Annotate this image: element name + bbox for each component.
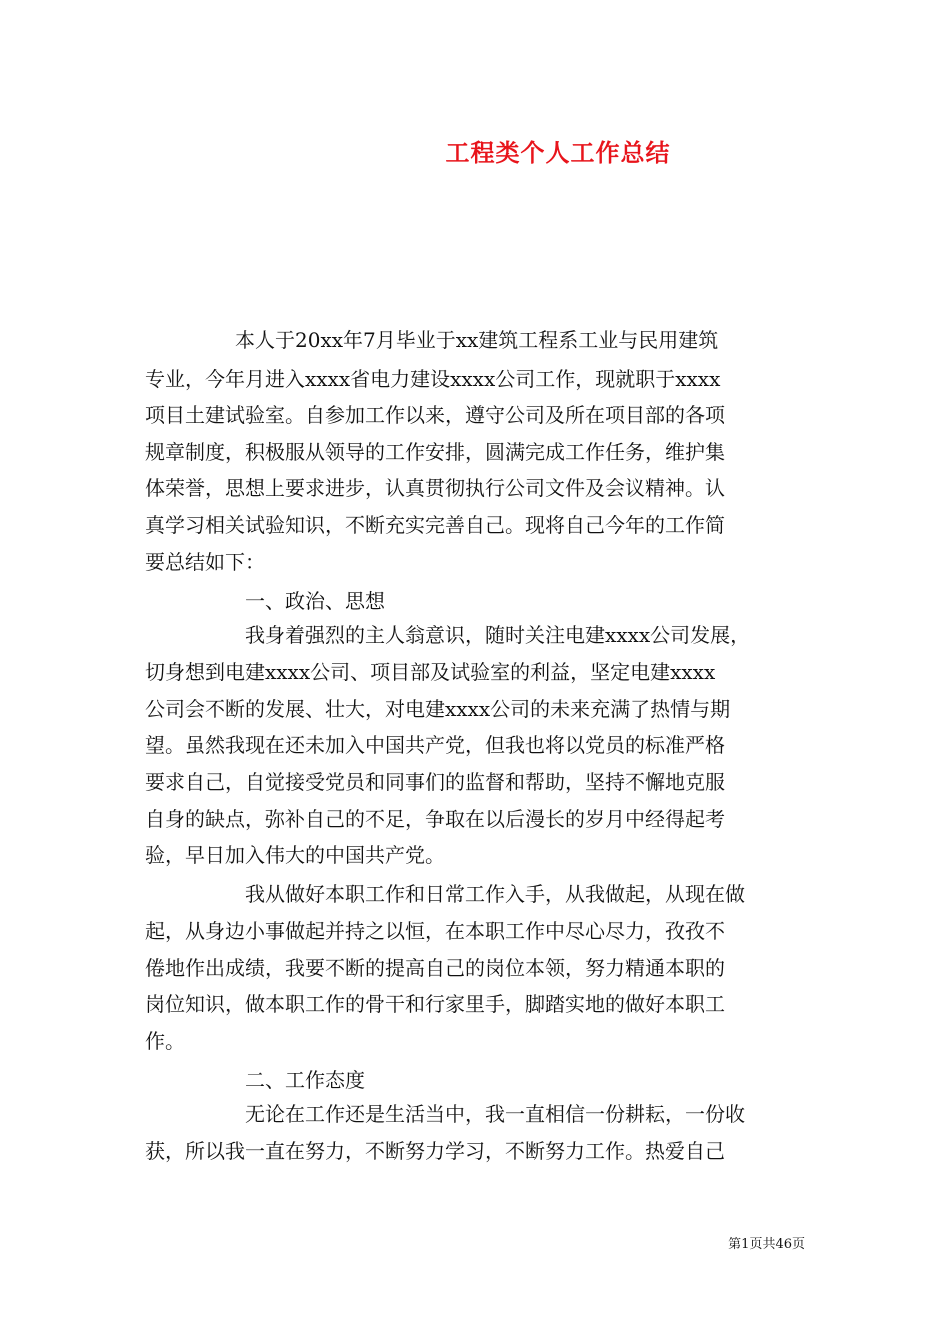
body-line: 本人于20xx年7月毕业于xx建筑工程系工业与民用建筑 [235,328,719,352]
body-line: 起，从身边小事做起并持之以恒，在本职工作中尽心尽力，孜孜不 [145,919,725,943]
body-line: 倦地作出成绩，我要不断的提高自己的岗位本领，努力精通本职的 [145,956,725,980]
body-line: 要总结如下： [145,550,265,574]
body-line: 作。 [145,1029,185,1053]
body-line: 验，早日加入伟大的中国共产党。 [145,843,445,867]
section-heading: 二、工作态度 [245,1068,365,1092]
body-line: 要求自己，自觉接受党员和同事们的监督和帮助，坚持不懈地克服 [145,770,725,794]
body-line: 望。虽然我现在还未加入中国共产党，但我也将以党员的标准严格 [145,733,725,757]
document-title: 工程类个人工作总结 [445,138,671,167]
body-line: 规章制度，积极服从领导的工作安排，圆满完成工作任务，维护集 [145,440,725,464]
body-line: 真学习相关试验知识，不断充实完善自己。现将自己今年的工作简 [145,513,725,537]
body-line: 体荣誉，思想上要求进步，认真贯彻执行公司文件及会议精神。认 [145,476,725,500]
body-line: 无论在工作还是生活当中，我一直相信一份耕耘，一份收 [245,1102,745,1126]
page-number-footer: 第1页共46页 [728,1237,805,1252]
body-line: 我身着强烈的主人翁意识，随时关注电建xxxx公司发展， [245,623,751,647]
body-line: 自身的缺点，弥补自己的不足，争取在以后漫长的岁月中经得起考 [145,807,725,831]
body-line: 项目土建试验室。自参加工作以来，遵守公司及所在项目部的各项 [145,403,725,427]
body-line: 获，所以我一直在努力，不断努力学习，不断努力工作。热爱自己 [145,1139,725,1163]
body-line: 切身想到电建xxxx公司、项目部及试验室的利益，坚定电建xxxx [145,660,716,684]
section-heading: 一、政治、思想 [245,589,385,613]
body-line: 专业，今年月进入xxxx省电力建设xxxx公司工作，现就职于xxxx [145,367,721,391]
body-line: 岗位知识，做本职工作的骨干和行家里手，脚踏实地的做好本职工 [145,992,725,1016]
body-line: 公司会不断的发展、壮大，对电建xxxx公司的未来充满了热情与期 [145,697,731,721]
body-line: 我从做好本职工作和日常工作入手，从我做起，从现在做 [245,882,745,906]
